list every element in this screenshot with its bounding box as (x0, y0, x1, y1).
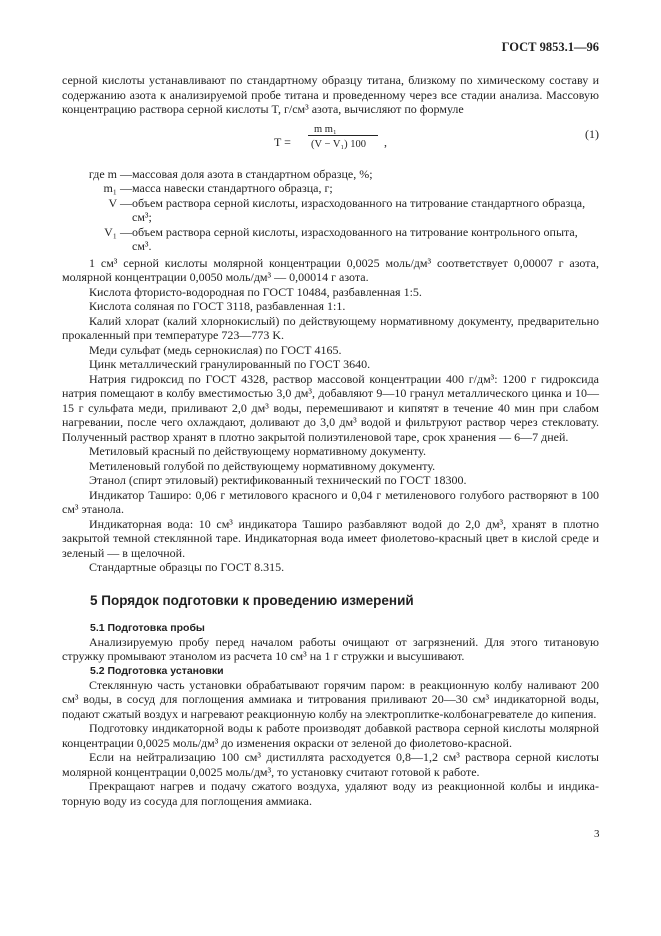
formula-comma: , (384, 134, 387, 149)
paragraph: Прекращают нагрев и подачу сжатого воздуха, удаляют воду из реакционной колбы и индикаторную воду из сосуда для поглощения аммиака. (62, 779, 599, 808)
paragraph: Стандартные образцы по ГОСТ 8.315. (89, 560, 285, 574)
paragraph: Индикаторная вода: 10 см³ индикатора Таширо разбавляют водой до 2,0 дм³, хранят в плотно закрытой темной стеклянной таре. Индикаторная вода имеет фиолетово-красный цвет в кислой среде и зеленый — в щелочной. (62, 516, 599, 560)
definition-text: объем раствора серной кислоты, израсходованного на титрование контрольного опыта, см³. (132, 224, 578, 253)
paragraph: Цинк металлический гранулированный по ГОСТ 3640. (89, 357, 371, 371)
variable-definitions (62, 167, 599, 254)
paragraph: Этанол (спирт этиловый) ректификованный технический по ГОСТ 18300. (89, 473, 467, 487)
section-heading: 5 Порядок подготовки к проведению измерений (90, 592, 414, 608)
paragraph: Стеклянную часть установки обрабатывают горячим паром: в реакционную колбу наливают 200 см³ воды, в сосуд для поглощения аммиака и титрования приливают 20—30 см³ индикаторной воды, подают сжатый воздух и нагревают реакционную колбу на электроплитке-колбонагревателе до кипения. (62, 677, 599, 721)
definition-row (62, 225, 599, 254)
paragraph: Кислота фтористо-водородная по ГОСТ 10484, разбавленная 1:5. (89, 284, 422, 299)
formula-denominator: (V − V₁) 100 (311, 138, 366, 150)
definition-symbol: V₁ — (104, 224, 132, 239)
subsection-heading: 5.1 Подготовка пробы (90, 621, 205, 634)
definition-text: объем раствора серной кислоты, израсходованного на титрование стандартного образца, см³; (132, 195, 586, 224)
page-body (62, 73, 599, 808)
formula-number: (1) (585, 126, 599, 141)
paragraph: Метиловый красный по действующему нормативному документу. (89, 444, 426, 458)
formula-1 (62, 121, 599, 163)
definition-symbol: m₁ — (103, 181, 132, 195)
paragraph: Калий хлорат (калий хлорнокислый) по действующему нормативному документу, предварительно прокаленный при температуре 723—773 K. (62, 313, 599, 342)
page-number: 3 (594, 828, 600, 840)
paragraph: Если на нейтрализацию 100 см³ дистиллята расходуется 0,8—1,2 см³ раствора серной кислоты молярной концентрации 0,0025 моль/дм³, то установку считают готовой к работе. (62, 750, 599, 779)
paragraph: Анализируемую пробу перед началом работы очищают от загрязнений. Для этого титановую стружку промывают этанолом из расчета 10 см³ на 1 г стружки и высушивают. (62, 634, 599, 663)
paragraph: Подготовку индикаторной воды к работе производят добавкой раствора серной кислоты молярной концентрации 0,0025 моль/дм³ до изменения окраски от зеленой до фиолетово-красной. (62, 721, 599, 750)
intro-paragraph: серной кислоты устанавливают по стандартному образцу титана, близкому по химическому составу и содержанию азота к анализируемой пробе титана и проведенному через все стадии анализа. Массовую концентрацию раствора серной кислоты T, г/см³ азота, вычисляют по формуле (62, 73, 599, 116)
fraction-bar (308, 135, 378, 136)
definition-text: масса навески стандартного образца, г; (132, 181, 333, 195)
definition-row (62, 181, 599, 196)
definition-symbol: V — (108, 195, 132, 210)
paragraph: Натрия гидроксид по ГОСТ 4328, раствор массовой концентрации 400 г/дм³: 1200 г гидроксида натрия помещают в колбу вместимостью 3,0 дм³, добавляют 9—10 гранул металлического цинка и 10—15 г сульфата меди, приливают 2,0 дм³ воды, перемешивают и кипятят в течение 40 мин при слабом нагревании, после чего охлаждают, доливают до 3,0 дм³ водой и фильтруют раствор через стекловату. Полученный раствор хранят в плотно закрытой полиэтиленовой таре, срок хранения — 6—7 дней. (62, 371, 599, 444)
paragraph: 1 см³ серной кислоты молярной концентрации 0,0025 моль/дм³ соответствует 0,00007 г азота, молярной концентрации 0,0050 моль/дм³ — 0,00014 г азота. (62, 255, 599, 284)
subsection-heading: 5.2 Подготовка установки (90, 664, 224, 677)
running-header: ГОСТ 9853.1—96 (501, 40, 599, 54)
paragraph: Индикатор Таширо: 0,06 г метилового красного и 0,04 г метиленового голубого растворяют в 100 см³ этанола. (62, 487, 599, 516)
definition-row (62, 196, 599, 225)
definition-text: массовая доля азота в стандартном образце, %; (132, 166, 373, 181)
formula-numerator: m m₁ (314, 123, 337, 135)
definition-symbol: где m — (88, 166, 132, 181)
formula-lhs: T = (274, 134, 291, 149)
paragraph: Кислота соляная по ГОСТ 3118, разбавленная 1:1. (89, 299, 346, 313)
paragraph: Метиленовый голубой по действующему нормативному документу. (89, 458, 436, 473)
paragraph: Меди сульфат (медь сернокислая) по ГОСТ 4165. (89, 342, 342, 357)
definition-row (62, 167, 599, 182)
